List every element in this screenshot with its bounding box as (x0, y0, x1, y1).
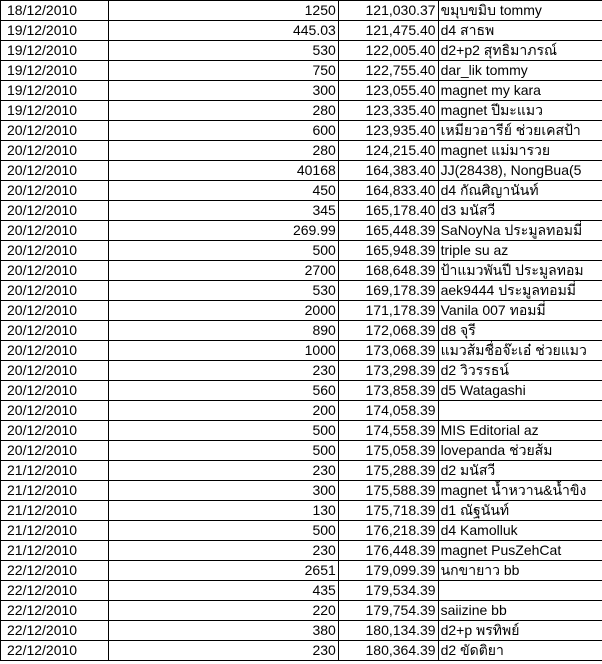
amount-cell[interactable]: 200 (108, 401, 338, 421)
amount-cell[interactable]: 300 (108, 81, 338, 101)
date-cell[interactable]: 22/12/2010 (1, 561, 109, 581)
amount-cell[interactable]: 2700 (108, 261, 338, 281)
amount-cell[interactable]: 300 (108, 481, 338, 501)
amount-cell[interactable]: 500 (108, 441, 338, 461)
table-row (1, 481, 602, 501)
amount-cell[interactable]: 230 (108, 361, 338, 381)
balance-cell[interactable]: 164,833.40 (338, 181, 438, 201)
note-cell[interactable]: ขมุบขมิบ tommy (438, 1, 602, 21)
table-row (1, 641, 602, 661)
amount-cell[interactable]: 500 (108, 241, 338, 261)
table-row (1, 41, 602, 61)
amount-cell[interactable]: 1250 (108, 1, 338, 21)
balance-cell[interactable]: 123,935.40 (338, 121, 438, 141)
balance-cell[interactable]: 121,475.40 (338, 21, 438, 41)
table-row (1, 561, 602, 581)
table-row (1, 581, 602, 601)
table-row (1, 541, 602, 561)
table-row (1, 321, 602, 341)
balance-cell[interactable]: 165,448.39 (338, 221, 438, 241)
note-cell[interactable]: นกขายาว bb (438, 561, 602, 581)
date-cell[interactable]: 20/12/2010 (1, 221, 109, 241)
date-cell[interactable]: 21/12/2010 (1, 481, 109, 501)
amount-cell[interactable]: 500 (108, 421, 338, 441)
table-row (1, 161, 602, 181)
date-cell[interactable]: 22/12/2010 (1, 641, 109, 661)
amount-cell[interactable]: 230 (108, 641, 338, 661)
note-cell[interactable]: magnet แม่มารวย (438, 141, 602, 161)
date-cell[interactable]: 20/12/2010 (1, 441, 109, 461)
balance-cell[interactable]: 123,335.40 (338, 101, 438, 121)
note-cell[interactable]: triple su az (438, 241, 602, 261)
note-cell[interactable]: d2+p2 สุทธิมาภรณ์ (438, 41, 602, 61)
table-row (1, 281, 602, 301)
balance-cell[interactable]: 169,178.39 (338, 281, 438, 301)
amount-cell[interactable]: 220 (108, 601, 338, 621)
date-cell[interactable]: 22/12/2010 (1, 581, 109, 601)
table-row (1, 521, 602, 541)
table-row (1, 261, 602, 281)
amount-cell[interactable]: 1000 (108, 341, 338, 361)
date-cell[interactable]: 19/12/2010 (1, 81, 109, 101)
amount-cell[interactable]: 2000 (108, 301, 338, 321)
balance-cell[interactable]: 175,718.39 (338, 501, 438, 521)
balance-cell[interactable]: 176,218.39 (338, 521, 438, 541)
note-cell[interactable]: lovepanda ช่วยส้ม (438, 441, 602, 461)
table-row (1, 21, 602, 41)
balance-cell[interactable]: 180,364.39 (338, 641, 438, 661)
amount-cell[interactable]: 230 (108, 461, 338, 481)
note-cell[interactable]: magnet PusZehCat (438, 541, 602, 561)
table-row (1, 81, 602, 101)
balance-cell[interactable]: 173,298.39 (338, 361, 438, 381)
note-cell[interactable]: dar_lik tommy (438, 61, 602, 81)
balance-cell[interactable]: 122,005.40 (338, 41, 438, 61)
amount-cell[interactable]: 435 (108, 581, 338, 601)
balance-cell[interactable]: 173,858.39 (338, 381, 438, 401)
amount-cell[interactable]: 500 (108, 521, 338, 541)
balance-cell[interactable]: 174,058.39 (338, 401, 438, 421)
note-cell[interactable]: magnet my kara (438, 81, 602, 101)
table-row (1, 201, 602, 221)
date-cell[interactable]: 20/12/2010 (1, 321, 109, 341)
table-row (1, 61, 602, 81)
date-cell[interactable]: 20/12/2010 (1, 261, 109, 281)
balance-cell[interactable]: 179,754.39 (338, 601, 438, 621)
note-cell[interactable]: ป้าแมวพันปี ประมูลทอม (438, 261, 602, 281)
date-cell[interactable]: 19/12/2010 (1, 61, 109, 81)
note-cell[interactable] (438, 401, 602, 421)
amount-cell[interactable]: 450 (108, 181, 338, 201)
note-cell[interactable]: d2 วิวรรธน์ (438, 361, 602, 381)
table-row (1, 621, 602, 641)
balance-cell[interactable]: 175,588.39 (338, 481, 438, 501)
date-cell[interactable]: 19/12/2010 (1, 41, 109, 61)
balance-cell[interactable]: 175,058.39 (338, 441, 438, 461)
table-row (1, 181, 602, 201)
balance-cell[interactable]: 179,099.39 (338, 561, 438, 581)
balance-cell[interactable]: 164,383.40 (338, 161, 438, 181)
table-row (1, 361, 602, 381)
balance-cell[interactable]: 176,448.39 (338, 541, 438, 561)
note-cell[interactable]: เหมียวอารีย์ ช่วยเคสป้า (438, 121, 602, 141)
amount-cell[interactable]: 600 (108, 121, 338, 141)
date-cell[interactable]: 20/12/2010 (1, 161, 109, 181)
note-cell[interactable]: d3 มนัสวี (438, 201, 602, 221)
date-cell[interactable]: 20/12/2010 (1, 181, 109, 201)
note-cell[interactable]: d8 จุรี (438, 321, 602, 341)
date-cell[interactable]: 20/12/2010 (1, 141, 109, 161)
note-cell[interactable]: JJ(28438), NongBua(5 (438, 161, 602, 181)
date-cell[interactable]: 20/12/2010 (1, 401, 109, 421)
amount-cell[interactable]: 230 (108, 541, 338, 561)
balance-cell[interactable]: 165,178.40 (338, 201, 438, 221)
amount-cell[interactable]: 40168 (108, 161, 338, 181)
date-cell[interactable]: 20/12/2010 (1, 381, 109, 401)
balance-cell[interactable]: 123,055.40 (338, 81, 438, 101)
date-cell[interactable]: 19/12/2010 (1, 101, 109, 121)
date-cell[interactable]: 20/12/2010 (1, 361, 109, 381)
amount-cell[interactable]: 445.03 (108, 21, 338, 41)
balance-cell[interactable]: 175,288.39 (338, 461, 438, 481)
balance-cell[interactable]: 180,134.39 (338, 621, 438, 641)
table-row (1, 141, 602, 161)
balance-cell[interactable]: 179,534.39 (338, 581, 438, 601)
balance-cell[interactable]: 172,068.39 (338, 321, 438, 341)
table-row (1, 121, 602, 141)
date-cell[interactable]: 21/12/2010 (1, 541, 109, 561)
note-cell[interactable] (438, 581, 602, 601)
amount-cell[interactable]: 530 (108, 41, 338, 61)
note-cell[interactable]: saiizine bb (438, 601, 602, 621)
balance-cell[interactable]: 121,030.37 (338, 1, 438, 21)
table-row (1, 301, 602, 321)
note-cell[interactable]: magnet น้ำหวาน&น้ำขิง (438, 481, 602, 501)
amount-cell[interactable]: 280 (108, 141, 338, 161)
amount-cell[interactable]: 280 (108, 101, 338, 121)
balance-cell[interactable]: 171,178.39 (338, 301, 438, 321)
date-cell[interactable]: 21/12/2010 (1, 501, 109, 521)
table-row (1, 441, 602, 461)
date-cell[interactable]: 20/12/2010 (1, 301, 109, 321)
amount-cell[interactable]: 890 (108, 321, 338, 341)
table-row (1, 501, 602, 521)
date-cell[interactable]: 18/12/2010 (1, 1, 109, 21)
balance-cell[interactable]: 168,648.39 (338, 261, 438, 281)
table-row (1, 401, 602, 421)
date-cell[interactable]: 20/12/2010 (1, 341, 109, 361)
table-row (1, 1, 602, 21)
table-row (1, 221, 602, 241)
date-cell[interactable]: 21/12/2010 (1, 521, 109, 541)
ledger-body (1, 1, 602, 661)
table-row (1, 101, 602, 121)
date-cell[interactable]: 22/12/2010 (1, 601, 109, 621)
amount-cell[interactable]: 750 (108, 61, 338, 81)
note-cell[interactable]: d2+p พรทิพย์ (438, 621, 602, 641)
date-cell[interactable]: 21/12/2010 (1, 461, 109, 481)
amount-cell[interactable]: 130 (108, 501, 338, 521)
balance-cell[interactable]: 165,948.39 (338, 241, 438, 261)
amount-cell[interactable]: 530 (108, 281, 338, 301)
table-row (1, 461, 602, 481)
date-cell[interactable]: 22/12/2010 (1, 621, 109, 641)
note-cell[interactable]: d4 กัณศิญานันท์ (438, 181, 602, 201)
note-cell[interactable]: aek9444 ประมูลทอมมี่ (438, 281, 602, 301)
note-cell[interactable]: d4 สาธพ (438, 21, 602, 41)
table-row (1, 601, 602, 621)
amount-cell[interactable]: 269.99 (108, 221, 338, 241)
date-cell[interactable]: 20/12/2010 (1, 281, 109, 301)
date-cell[interactable]: 20/12/2010 (1, 421, 109, 441)
note-cell[interactable]: d5 Watagashi (438, 381, 602, 401)
balance-cell[interactable]: 174,558.39 (338, 421, 438, 441)
amount-cell[interactable]: 560 (108, 381, 338, 401)
note-cell[interactable]: MIS Editorial az (438, 421, 602, 441)
note-cell[interactable]: d1 ณัฐนันท์ (438, 501, 602, 521)
note-cell[interactable]: d4 Kamolluk (438, 521, 602, 541)
balance-cell[interactable]: 173,068.39 (338, 341, 438, 361)
date-cell[interactable]: 19/12/2010 (1, 21, 109, 41)
table-row (1, 341, 602, 361)
amount-cell[interactable]: 380 (108, 621, 338, 641)
note-cell[interactable]: d2 มนัสวี (438, 461, 602, 481)
note-cell[interactable]: SaNoyNa ประมูลทอมมี่ (438, 221, 602, 241)
date-cell[interactable]: 20/12/2010 (1, 121, 109, 141)
amount-cell[interactable]: 345 (108, 201, 338, 221)
table-row (1, 241, 602, 261)
note-cell[interactable]: Vanila 007 ทอมมี่ (438, 301, 602, 321)
balance-cell[interactable]: 124,215.40 (338, 141, 438, 161)
date-cell[interactable]: 20/12/2010 (1, 201, 109, 221)
balance-cell[interactable]: 122,755.40 (338, 61, 438, 81)
table-row (1, 421, 602, 441)
note-cell[interactable]: magnet ปีมะแมว (438, 101, 602, 121)
table-row (1, 381, 602, 401)
note-cell[interactable]: d2 ขัดติยา (438, 641, 602, 661)
amount-cell[interactable]: 2651 (108, 561, 338, 581)
note-cell[interactable]: แมวส้มชื่อจ๊ะเอ๋ ช่วยแมว (438, 341, 602, 361)
date-cell[interactable]: 20/12/2010 (1, 241, 109, 261)
